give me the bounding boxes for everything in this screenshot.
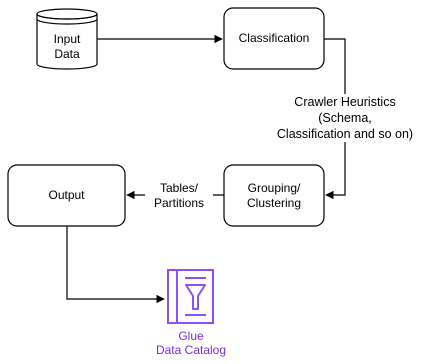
glue-data-catalog-icon — [168, 270, 213, 323]
tables-partitions-label — [145, 181, 213, 211]
tables-partitions-line2: Partitions — [153, 196, 205, 210]
classification-label: Classification — [238, 31, 310, 45]
input-data-label-line2: Data — [54, 47, 80, 61]
grouping-label-line1: Grouping/ — [247, 181, 301, 195]
grouping-clustering-label — [224, 181, 324, 211]
output-to-catalog-arrow — [67, 226, 164, 299]
grouping-label-line2: Clustering — [246, 196, 302, 210]
input-data-label — [37, 32, 97, 62]
crawler-heuristics-line1: Crawler Heuristics — [294, 95, 396, 109]
glue-data-catalog-line2: Data Catalog — [155, 343, 227, 357]
crawler-heuristics-label — [270, 94, 420, 142]
glue-data-catalog-line1: Glue — [178, 329, 204, 343]
crawler-heuristics-line3: Classification and so on) — [276, 127, 414, 141]
input-data-label-line1: Input — [53, 32, 81, 46]
glue-data-catalog-label — [140, 329, 242, 357]
tables-partitions-line1: Tables/ — [159, 181, 199, 195]
output-label: Output — [48, 188, 85, 202]
crawler-heuristics-line2: (Schema, — [318, 111, 372, 125]
